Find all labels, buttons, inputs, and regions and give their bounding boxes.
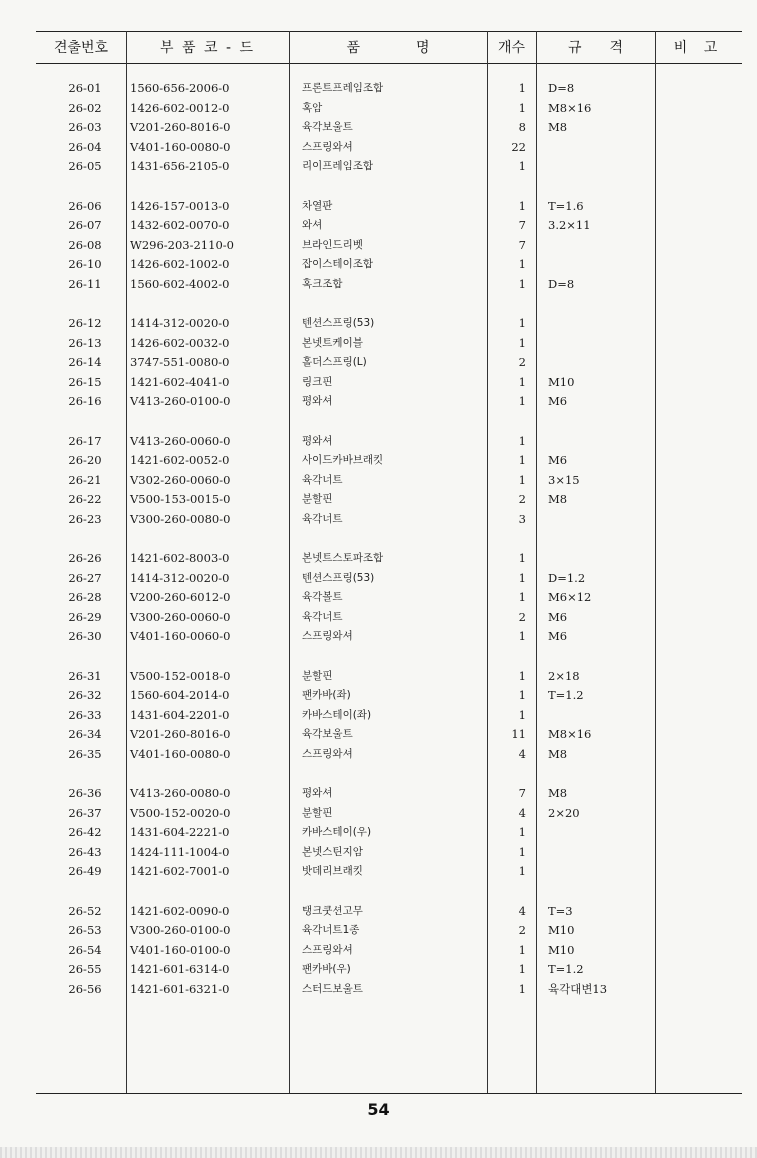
table-row [36,627,742,646]
part-code-cell: 1421-602-4041-0 [130,374,230,389]
quantity-cell: 1 [518,629,526,644]
part-number-cell: 26-55 [68,962,102,977]
table-row [36,725,742,744]
table-row [36,353,742,372]
part-code-cell: 1560-604-2014-0 [130,688,230,703]
quantity-cell: 11 [511,727,526,742]
part-code-cell: V401-160-0060-0 [130,629,231,644]
part-number-cell: 26-22 [68,492,102,507]
part-code-cell: W296-203-2110-0 [130,237,234,252]
part-code-cell: 1426-157-0013-0 [130,198,230,213]
part-code-cell: V300-260-0060-0 [130,609,231,624]
quantity-cell: 2 [518,492,526,507]
header-bottom-rule [36,63,742,64]
part-number-cell: 26-29 [68,609,102,624]
part-code-cell: 1432-602-0070-0 [130,218,230,233]
part-name-cell: 본넷트스토파조합 [302,552,384,564]
part-code-cell: 1421-602-0052-0 [130,453,230,468]
table-row [36,588,742,607]
part-code-cell: 1421-601-6314-0 [130,962,230,977]
specification-cell: M6 [548,394,568,409]
part-code-cell: V302-260-0060-0 [130,472,231,487]
part-code-cell: 1421-602-8003-0 [130,551,230,565]
part-name-cell: 분할핀 [302,493,333,506]
part-code-cell: V201-260-8016-0 [130,727,231,742]
table-row [36,275,742,294]
part-code-cell: 1426-602-0032-0 [130,335,230,350]
part-number-cell: 26-21 [68,472,102,487]
part-code-cell: V200-260-6012-0 [130,590,231,605]
table-row [36,334,742,353]
specification-cell: M6 [548,453,568,468]
part-number-cell: 26-20 [68,453,102,468]
specification-cell: T=3 [548,903,573,918]
quantity-cell: 4 [518,805,526,820]
part-name-cell: 육각보울트 [302,121,353,134]
table-row [36,549,742,568]
part-number-cell: 26-23 [68,511,102,526]
quantity-cell: 1 [518,257,526,272]
quantity-cell: 2 [518,923,526,938]
part-number-cell: 26-49 [68,864,102,879]
quantity-cell: 4 [518,746,526,761]
table-row [36,902,742,921]
part-number-cell: 26-08 [68,237,102,252]
specification-cell: M6×12 [548,590,592,605]
quantity-cell: 7 [518,218,526,233]
header-part-name: 품 명 [346,40,430,56]
part-code-cell: V401-160-0100-0 [130,942,231,957]
table-row [36,451,742,470]
quantity-cell: 1 [518,81,526,95]
table-row [36,197,742,216]
quantity-cell: 22 [511,139,526,154]
table-row [36,255,742,274]
part-name-cell: 차열판 [302,199,333,212]
part-name-cell: 평와셔 [302,787,333,799]
specification-cell: M8×16 [548,100,592,115]
quantity-cell: 1 [518,472,526,487]
table-row [36,862,742,881]
specification-cell: 육각대변13 [548,981,608,996]
part-number-cell: 26-53 [68,923,102,938]
table-row [36,373,742,392]
part-name-cell: 스프링와셔 [302,140,353,153]
table-row [36,745,742,764]
quantity-cell: 1 [518,551,526,565]
table-row [36,79,742,98]
table-row [36,784,742,803]
header-part-no: 견출번호 [53,40,109,56]
header-part-code: 부 품 코 - 드 [160,40,255,56]
part-name-cell: 분할핀 [302,669,333,682]
part-name-cell: 육각너트 [302,512,343,525]
part-number-cell: 26-26 [68,551,102,565]
part-number-cell: 26-15 [68,374,102,389]
quantity-cell: 1 [518,981,526,996]
part-name-cell: 카바스테이(우) [302,826,372,839]
table-row [36,608,742,627]
part-name-cell: 혹암 [302,101,323,114]
part-number-cell: 26-04 [68,139,102,154]
specification-cell: M6 [548,629,568,644]
part-name-cell: 팬카바(좌) [302,689,351,702]
specification-cell: T=1.6 [548,198,584,213]
part-number-cell: 26-17 [68,433,102,448]
quantity-cell: 1 [518,198,526,213]
part-number-cell: 26-32 [68,688,102,703]
quantity-cell: 1 [518,159,526,174]
part-name-cell: 혹크조합 [302,277,343,290]
specification-cell: M10 [548,374,575,389]
table-row [36,432,742,451]
part-code-cell: V401-160-0080-0 [130,746,231,761]
specification-cell: 2×18 [548,668,580,683]
part-name-cell: 리이프레임조합 [302,160,374,173]
page-number: 54 [367,1100,390,1119]
quantity-cell: 7 [518,786,526,800]
table-row [36,118,742,137]
quantity-cell: 1 [518,707,526,722]
part-number-cell: 26-33 [68,707,102,722]
part-number-cell: 26-28 [68,590,102,605]
specification-cell: M10 [548,923,575,938]
quantity-cell: 1 [518,864,526,879]
part-number-cell: 26-42 [68,825,102,840]
part-code-cell: V300-260-0100-0 [130,923,231,938]
part-code-cell: V201-260-8016-0 [130,120,231,135]
part-code-cell: 1560-656-2006-0 [130,81,230,95]
part-name-cell: 본넷트케이블 [302,336,363,349]
quantity-cell: 1 [518,688,526,703]
part-name-cell: 육각너트 [302,473,343,486]
part-name-cell: 카바스테이(좌) [302,708,372,721]
footer-rule [36,1093,742,1094]
part-code-cell: V300-260-0080-0 [130,511,231,526]
quantity-cell: 4 [518,903,526,918]
specification-cell: T=1.2 [548,962,584,977]
part-number-cell: 26-07 [68,218,102,233]
specification-cell: T=1.2 [548,688,584,703]
specification-cell: D=8 [548,276,575,291]
quantity-cell: 1 [518,276,526,291]
specification-cell: M6 [548,609,568,624]
part-name-cell: 스프링와셔 [302,630,353,643]
part-code-cell: 1431-604-2221-0 [130,825,230,840]
header-quantity: 개수 [497,40,526,56]
part-number-cell: 26-36 [68,786,102,800]
table-row [36,490,742,509]
part-number-cell: 26-43 [68,844,102,859]
specification-cell: M8 [548,492,568,507]
part-code-cell: V413-260-0080-0 [130,786,231,800]
part-name-cell: 브라인드리벳 [302,238,363,251]
part-number-cell: 26-13 [68,335,102,350]
quantity-cell: 1 [518,433,526,448]
part-name-cell: 평와셔 [302,434,333,447]
part-code-cell: 3747-551-0080-0 [130,355,230,370]
part-number-cell: 26-35 [68,746,102,761]
quantity-cell: 1 [518,316,526,330]
quantity-cell: 1 [518,394,526,409]
table-row [36,667,742,686]
part-number-cell: 26-37 [68,805,102,820]
header-spec: 규 격 [567,40,624,56]
part-name-cell: 사이드카바브래킷 [302,454,384,467]
specification-cell: M8×16 [548,727,592,742]
quantity-cell: 1 [518,100,526,115]
part-code-cell: 1426-602-0012-0 [130,100,230,115]
part-code-cell: V500-152-0018-0 [130,668,231,683]
table-row [36,569,742,588]
part-code-cell: 1426-602-1002-0 [130,257,230,272]
part-name-cell: 텐션스프링(53) [302,571,375,584]
part-name-cell: 프론트프레임조합 [302,82,384,94]
part-name-cell: 분할핀 [302,806,333,819]
part-name-cell: 육각너트 [302,610,343,623]
table-row [36,843,742,862]
part-name-cell: 홀더스프링(L) [302,356,367,369]
part-name-cell: 탱크쿳션고무 [302,904,363,917]
quantity-cell: 3 [518,511,526,526]
specification-cell: D=8 [548,81,575,95]
quantity-cell: 1 [518,335,526,350]
part-number-cell: 26-01 [68,81,102,95]
table-row [36,510,742,529]
part-name-cell: 팬카바(우) [302,963,351,976]
table-row [36,686,742,705]
part-number-cell: 26-06 [68,198,102,213]
part-number-cell: 26-03 [68,120,102,135]
specification-cell: M8 [548,120,568,135]
part-code-cell: V500-153-0015-0 [130,492,231,507]
part-number-cell: 26-54 [68,942,102,957]
part-name-cell: 텐션스프링(53) [302,317,375,329]
part-code-cell: 1414-312-0020-0 [130,570,230,585]
part-number-cell: 26-16 [68,394,102,409]
part-code-cell: 1414-312-0020-0 [130,316,230,330]
part-name-cell: 스프링와셔 [302,943,353,956]
table-row [36,941,742,960]
table-row [36,138,742,157]
part-code-cell: 1431-604-2201-0 [130,707,230,722]
part-name-cell: 육각보울트 [302,728,353,741]
quantity-cell: 1 [518,570,526,585]
quantity-cell: 1 [518,453,526,468]
part-number-cell: 26-12 [68,316,102,330]
specification-cell: 2×20 [548,805,580,820]
quantity-cell: 2 [518,355,526,370]
quantity-cell: 1 [518,942,526,957]
part-number-cell: 26-34 [68,727,102,742]
part-code-cell: 1424-111-1004-0 [130,844,230,859]
table-row [36,216,742,235]
part-number-cell: 26-11 [68,276,102,291]
quantity-cell: 2 [518,609,526,624]
table-row [36,314,742,333]
part-code-cell: 1421-601-6321-0 [130,981,230,996]
specification-cell: 3×15 [548,472,580,487]
quantity-cell: 1 [518,844,526,859]
part-name-cell: 잡이스테이조합 [302,258,374,271]
quantity-cell: 1 [518,962,526,977]
table-row [36,960,742,979]
quantity-cell: 7 [518,237,526,252]
part-name-cell: 육각볼트 [302,591,343,604]
specification-cell: M8 [548,786,568,800]
part-name-cell: 밧데리브래킷 [302,865,363,878]
table-row [36,804,742,823]
quantity-cell: 8 [518,120,526,135]
part-number-cell: 26-02 [68,100,102,115]
specification-cell: D=1.2 [548,570,586,585]
part-name-cell: 본넷스틴지암 [302,845,363,858]
quantity-cell: 1 [518,374,526,389]
part-code-cell: 1421-602-0090-0 [130,903,230,918]
table-row [36,99,742,118]
part-number-cell: 26-30 [68,629,102,644]
part-number-cell: 26-31 [68,668,102,683]
quantity-cell: 1 [518,825,526,840]
table-row [36,980,742,999]
specification-cell: M10 [548,942,575,957]
table-row [36,706,742,725]
scan-edge [0,1147,757,1158]
part-number-cell: 26-05 [68,159,102,174]
part-code-cell: V413-260-0100-0 [130,394,231,409]
part-code-cell: V500-152-0020-0 [130,805,231,820]
part-code-cell: 1560-602-4002-0 [130,276,230,291]
specification-cell: 3.2×11 [548,218,591,233]
header-remarks: 비 고 [673,40,724,56]
part-number-cell: 26-52 [68,903,102,918]
part-number-cell: 26-10 [68,257,102,272]
table-row [36,921,742,940]
part-name-cell: 스터드보울트 [302,982,363,995]
part-code-cell: V413-260-0060-0 [130,433,231,448]
part-code-cell: 1421-602-7001-0 [130,864,230,879]
part-number-cell: 26-14 [68,355,102,370]
table-row [36,157,742,176]
parts-table [36,31,742,1093]
quantity-cell: 1 [518,668,526,683]
part-number-cell: 26-56 [68,981,102,996]
table-row [36,392,742,411]
table-row [36,471,742,490]
part-name-cell: 와셔 [302,219,323,232]
quantity-cell: 1 [518,590,526,605]
part-name-cell: 링크핀 [302,375,333,388]
specification-cell: M8 [548,746,568,761]
table-row [36,236,742,255]
part-name-cell: 스프링와셔 [302,747,353,760]
table-row [36,823,742,842]
part-name-cell: 평와셔 [302,395,333,408]
part-number-cell: 26-27 [68,570,102,585]
part-name-cell: 육각너트1종 [302,924,360,937]
part-code-cell: 1431-656-2105-0 [130,159,230,174]
part-code-cell: V401-160-0080-0 [130,139,231,154]
